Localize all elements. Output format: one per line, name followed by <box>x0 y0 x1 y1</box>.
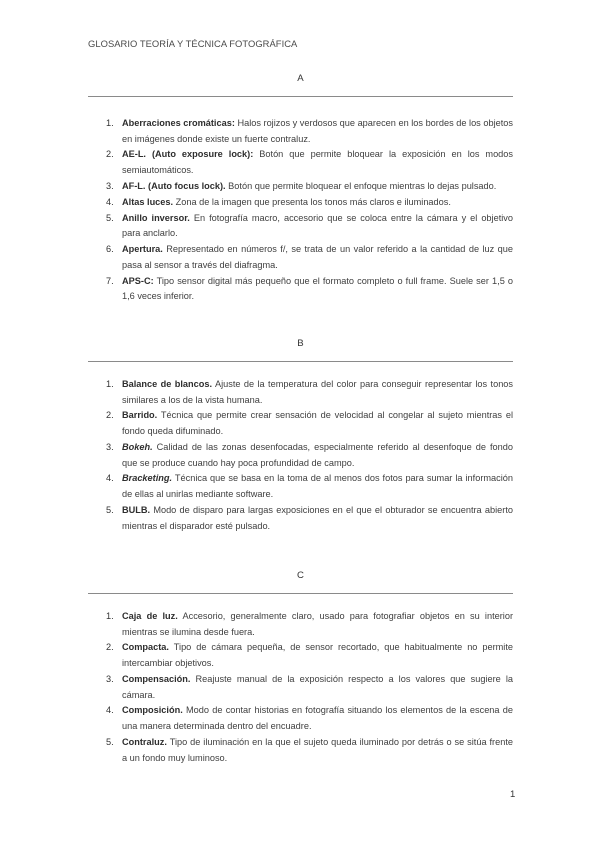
list-item <box>106 672 513 703</box>
item-definition: Halos rojizos y verdosos que aparecen en los bordes de los objetos en imágenes donde existe un fuerte contraluz. <box>122 118 513 144</box>
item-number: 4. <box>106 473 114 484</box>
item-definition: Tipo de iluminación en la que el sujeto queda iluminado por detrás o se sitúa frente a un fondo muy luminoso. <box>122 736 513 763</box>
item-term: Aberraciones cromáticas: <box>122 118 235 128</box>
item-term: Altas luces. <box>122 196 174 207</box>
item-number: 3. <box>106 441 114 452</box>
list-item <box>106 274 513 305</box>
list-item <box>106 503 513 534</box>
item-definition: Accesorio, generalmente claro, usado para fotografiar objetos en su interior mientras se ilumina desde fuera. <box>122 611 514 637</box>
item-term: Balance de blancos. <box>122 379 213 389</box>
item-number: 4. <box>106 196 114 207</box>
glossary-list <box>106 609 513 766</box>
item-number: 1. <box>106 379 114 389</box>
section-b <box>88 337 514 531</box>
section-a <box>88 72 513 302</box>
list-item <box>106 640 513 671</box>
item-definition: Modo de disparo para largas exposiciones en el que el obturador se encuentra abierto mientras el disparador esté pulsado. <box>122 504 513 531</box>
item-definition: Técnica que se basa en la toma de al menos dos fotos para sumar la información de ellas al unirlas mediante software. <box>122 473 513 500</box>
item-term: Anillo inversor. <box>122 212 190 223</box>
item-number: 6. <box>106 244 114 255</box>
list-item <box>106 703 513 734</box>
list-item <box>106 408 513 439</box>
item-number: 1. <box>106 118 114 128</box>
item-term: Caja de luz. <box>122 611 178 621</box>
item-definition: Calidad de las zonas desenfocadas, especialmente referido al desenfoque de fondo que se produce cuando hay poca profundidad de campo. <box>122 441 513 468</box>
item-term: Compacta. <box>122 642 169 653</box>
page-number: 1 <box>510 789 516 800</box>
item-definition: Tipo sensor digital más pequeño que el formato completo o full frame. Suele ser 1,5 o 1,6 veces inferior. <box>122 275 513 302</box>
document-header: GLOSARIO TEORÍA Y TÉCNICA FOTOGRÁFICA <box>88 38 298 49</box>
item-definition: Ajuste de la temperatura del color para conseguir representar los tonos similares a los de la vista humana. <box>122 379 514 405</box>
section-letter: C <box>297 570 304 581</box>
item-definition: Botón que permite bloquear la exposición en los modos semiautomáticos. <box>122 149 513 176</box>
list-item <box>106 195 513 211</box>
glossary-list <box>106 377 513 534</box>
section-letter: B <box>297 338 304 349</box>
item-term: Barrido. <box>122 410 158 421</box>
list-item <box>106 377 513 408</box>
list-item <box>106 471 513 502</box>
item-term: BULB. <box>122 504 151 515</box>
section-divider <box>88 96 513 97</box>
item-definition: Representado en números f/, se trata de un valor referido a la cantidad de luz que pasa al sensor a través del diafragma. <box>122 244 513 270</box>
item-term: AF-L. (Auto focus lock). <box>122 180 226 191</box>
item-number: 2. <box>106 642 114 653</box>
item-term: AE-L. (Auto exposure lock): <box>122 149 254 160</box>
item-definition: Técnica que permite crear sensación de velocidad al congelar al sujeto mientras el fondo queda difuminado. <box>122 410 514 437</box>
section-letter: A <box>297 73 304 84</box>
item-term: APS-C: <box>122 275 154 286</box>
item-term: Composición. <box>122 705 183 716</box>
item-number: 7. <box>106 275 114 286</box>
item-term: Bokeh. <box>122 441 153 452</box>
section-c <box>88 569 514 763</box>
item-number: 1. <box>106 611 114 621</box>
item-term: Compensación. <box>122 673 191 684</box>
list-item <box>106 242 513 273</box>
item-number: 4. <box>106 705 114 716</box>
section-divider <box>88 593 513 594</box>
item-number: 5. <box>106 212 114 223</box>
list-item <box>106 147 513 178</box>
item-number: 2. <box>106 149 114 160</box>
item-term: Bracketing. <box>122 473 173 484</box>
item-number: 2. <box>106 410 114 421</box>
item-number: 5. <box>106 504 114 515</box>
item-number: 5. <box>106 736 114 747</box>
item-definition: En fotografía macro, accesorio que se coloca entre la cámara y el objetivo para anclarlo. <box>122 212 513 239</box>
list-item <box>106 116 513 147</box>
item-definition: Tipo de cámara pequeña, de sensor recortado, que habitualmente no permite intercambiar objetivos. <box>122 642 513 669</box>
item-number: 3. <box>106 180 114 191</box>
item-number: 3. <box>106 673 114 684</box>
section-divider <box>88 361 513 362</box>
glossary-list <box>106 116 513 305</box>
item-definition: Reajuste manual de la exposición respecto a los valores que sugiere la cámara. <box>122 673 513 700</box>
list-item <box>106 179 513 195</box>
item-definition: Botón que permite bloquear el enfoque mientras lo dejas pulsado. <box>228 180 497 191</box>
list-item <box>106 609 513 640</box>
item-definition: Zona de la imagen que presenta los tonos más claros e iluminados. <box>175 196 451 207</box>
item-definition: Modo de contar historias en fotografía situando los elementos de la escena de una manera determinada dentro del encuadre. <box>122 705 513 732</box>
item-term: Apertura. <box>122 244 163 255</box>
list-item <box>106 211 513 242</box>
list-item <box>106 440 513 471</box>
item-term: Contraluz. <box>122 736 167 747</box>
list-item <box>106 735 513 766</box>
